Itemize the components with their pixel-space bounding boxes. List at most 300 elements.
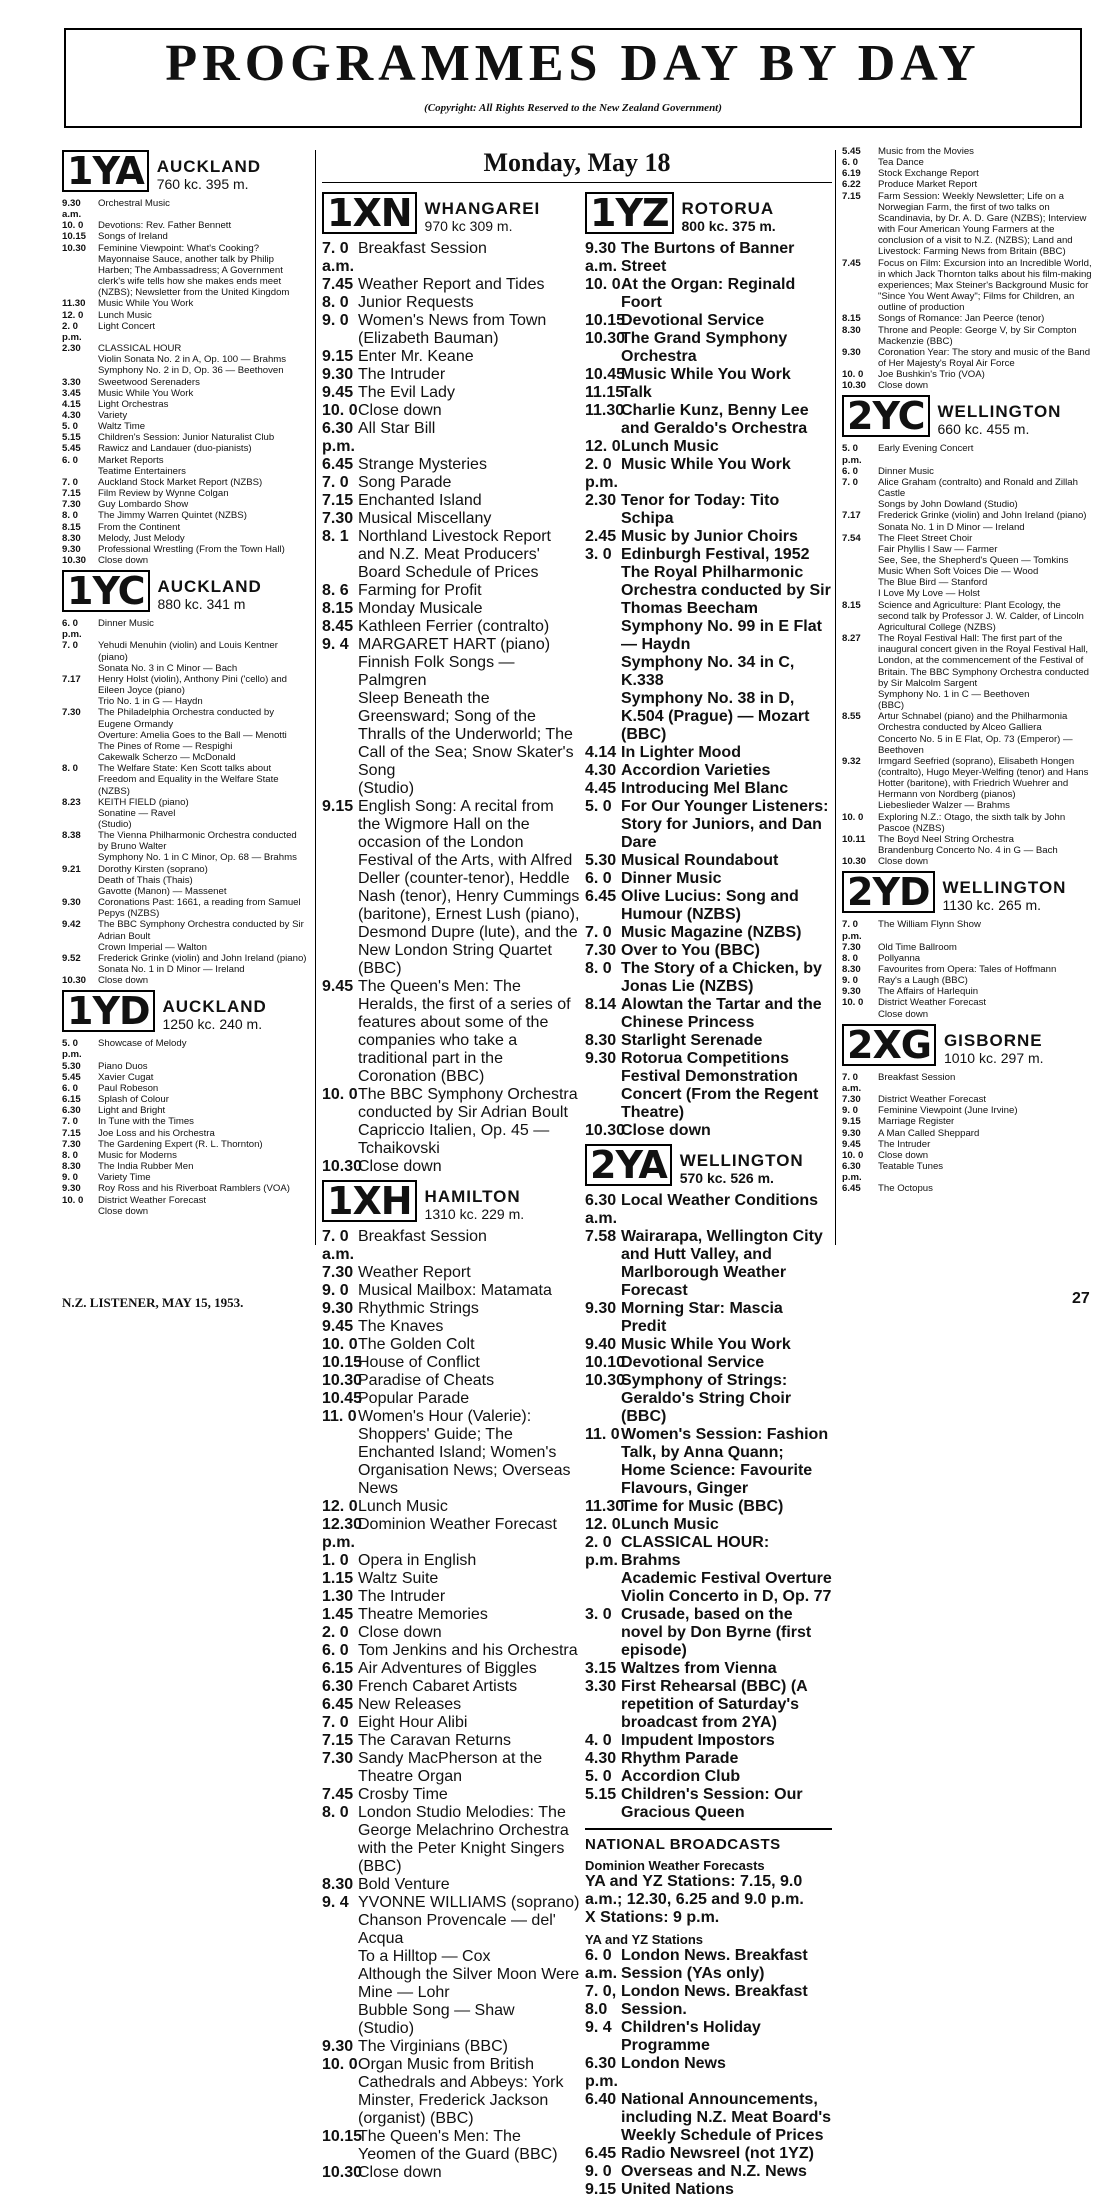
listing-time: 3.45 [62,387,81,399]
listing-time: 9.40 [585,1336,617,1353]
listing-time: 8.45 [322,618,354,635]
listing-text: Close down [358,402,442,419]
listing-time [62,1206,98,1217]
listing-text: Opera in English [358,1552,477,1569]
station-frequency: 1250 kc. 240 m. [162,1016,263,1033]
listing-text: Symphony No. 1 in C Minor, Op. 68 — Brahms [98,852,297,864]
listing-row [842,168,1094,179]
station-name-block [425,200,541,234]
listing-time: 5. 0 [585,798,612,815]
listing-time: 3. 0 [585,1606,612,1623]
listing-row [322,1660,580,1678]
listing-time [585,726,621,744]
listing-row [62,897,308,919]
listing-time: 7. 0 [585,924,612,941]
listing-text: (BBC) [878,700,905,712]
station-heading [842,871,1094,913]
listing-row [322,1282,580,1300]
listing-row [585,924,832,942]
listing-text: Symphony No. 99 in E Flat — Haydn [621,618,822,653]
listing-time: 8. 0 [585,960,612,977]
listing-text: Symphony No. 2 in D, Op. 36 — Beethoven [98,365,284,377]
listing-time: 6.19 [842,168,861,180]
listing-text: Lunch Music [621,438,719,455]
listing-row [322,366,580,384]
listing-time: 9.21 [62,863,81,875]
listing-text: Lunch Music [621,1516,719,1533]
listing-row [62,674,308,696]
listing-text: Marriage Register [878,1116,955,1128]
listing-row [322,1894,580,1912]
listing-text: Pollyanna [878,952,921,964]
listing-row [585,1050,832,1122]
listing-time [322,2002,358,2020]
station-name: AUCKLAND [157,577,262,597]
listing-row [322,348,580,366]
listing-text: Musical Mailbox: Matamata [358,1282,552,1299]
listing-row [62,640,308,662]
listing-row [842,1116,1094,1127]
listing-time: 9.30 a.m. [62,198,82,221]
listing-text: Symphony No. 38 in D, K.504 (Prague) — Mozart [621,690,810,725]
listing-time: 8. 0 [62,510,79,522]
listing-time: 9.15 [322,348,354,365]
listing-time: 7.15 [62,1127,81,1139]
listing-text: I Love My Love — Holst [878,588,980,600]
listing-text: Dinner Music [621,870,722,887]
listing-row [322,1570,580,1588]
listing-time: 6.30 [322,1678,354,1695]
listing-text: London Studio Melodies: The George Melachrino Orchestra with the Peter Knight Singers (BBC) [358,1804,569,1875]
listing-time [322,1912,358,1948]
listing-time: 8. 0 [842,952,859,964]
listing-text: Alice Graham (contralto) and Ronald and Zillah Castle [878,476,1078,500]
listing-time: 7. 0 [322,474,349,491]
listing-row [585,1678,832,1732]
listing-row [62,819,308,830]
listing-row [585,1122,832,1140]
listing-row [322,1552,580,1570]
listing-text: Edinburgh Festival, 1952 [621,546,810,563]
listing-text: Xavier Cugat [98,1071,154,1083]
listing-time: 9.30 a.m. [585,240,618,275]
listing-time: 9.45 [322,978,354,995]
listing-row [62,919,308,941]
listing-time [62,819,98,830]
listing-row [842,1183,1094,1194]
listing-text: Variety Time [98,1172,151,1184]
listing-text: In Lighter Mood [621,744,741,761]
listing-text: Tea Dance [878,157,924,169]
station-2ya-cont [842,146,1094,391]
listing-text: Local Weather Conditions [621,1192,819,1209]
listing-row [585,1426,832,1498]
listing-row [62,852,308,863]
listing-text: Children's Session: Junior Naturalist Club [98,432,275,444]
listing-time: 6. 0 [842,465,859,477]
national-broadcasts [585,1828,832,2199]
listing-row [322,798,580,978]
listing-time: 8.27 [842,633,861,645]
column-1 [62,146,308,1217]
listing-text: Bubble Song — Shaw [358,2002,515,2019]
column-2 [322,188,580,2182]
listing-time: 3.30 [62,376,81,388]
listing-text: Dominion Weather Forecast [358,1516,557,1533]
listing-row [62,1183,308,1194]
listing-row [585,798,832,852]
station-name: GISBORNE [943,1030,1043,1050]
listing-row [62,1116,308,1127]
listing-row [62,421,308,432]
listing-row [585,2019,832,2055]
listing-text: The Queen's Men: The Heralds, the first of a series of features about some of the companies who take a traditional part in the Coronation (BBC) [358,978,571,1085]
station-heading [585,192,832,234]
listing-row [842,588,1094,599]
listing-time: 9. 0 [62,1172,79,1184]
listing-text: Close down [878,856,929,868]
listing-time: 7.15 [322,492,354,509]
listing-row [62,243,308,299]
listing-time [585,654,621,690]
listing-text: (Studio) [358,780,415,797]
listing-time: 12. 0 [585,1516,621,1533]
listing-text: Violin Sonata No. 2 in A, Op. 100 — Brahms [98,354,287,366]
listing-text: The India Rubber Men [98,1161,194,1173]
listing-time: 2.30 [62,343,81,355]
listing-time [585,564,621,618]
listing-text: Artur Schnabel (piano) and the Philharmonia Orchestra conducted by Alceo Galliera [878,711,1068,734]
station-frequency: 660 kc. 455 m. [937,421,1030,438]
listing-text: Early Evening Concert [878,443,974,455]
station-callsign: 1XN [322,192,417,234]
station-callsign: 2XG [842,1024,936,1066]
listing-row [322,780,580,798]
listing-time: 9.30 [842,986,861,998]
listing-text: London News. Breakfast Session (YAs only) [621,1947,808,1982]
station-callsign: 1YC [62,570,150,612]
station-name: WHANGAREI [424,199,541,218]
listing-row [322,618,580,636]
listing-text: Northland Livestock Report and N.Z. Meat Producers' Board Schedule of Prices [358,528,551,581]
listing-time: 7.30 [62,1138,81,1150]
listing-row [585,1032,832,1050]
listing-time: 7. 0 [62,476,79,488]
listing-text: Melody, Just Melody [98,532,185,544]
listing-time: 7. 0 a.m. [842,1071,862,1094]
station-callsign: 2YC [842,395,930,437]
listing-row [322,1876,580,1894]
listing-text: Music While You Work [621,366,791,383]
listing-row [585,1228,832,1300]
listing-time: 8.30 [842,964,861,975]
listing-text: Sandy MacPherson at the Theatre Organ [358,1750,543,1785]
listing-time: 9.30 [585,1300,617,1317]
listing-text: Songs of Romance: Jan Peerce (tenor) [878,313,1045,325]
national-list [585,1947,832,2199]
listing-time: 10.11 [842,833,866,845]
listing-row [585,1570,832,1588]
listing-time: 8. 1 [322,528,349,545]
station-1yz [585,192,832,1140]
listing-text: First Rehearsal (BBC) (A repetition of Saturday's broadcast from 2YA) [621,1678,808,1731]
listing-time: 7. 0 [322,1714,349,1731]
column-4 [842,146,1094,1195]
listing-time: 10.30 [322,1372,363,1389]
listing-row [62,752,308,763]
listing-time: 10. 0 [842,369,864,381]
listing-row [842,380,1094,391]
listing-row [62,321,308,343]
listing-text: Finnish Folk Songs — Palmgren [358,654,515,689]
listing-text: Piano Duos [98,1060,148,1072]
dominion-heading: Dominion Weather Forecasts [585,1858,765,1873]
listing-text: Breakfast Session [358,240,487,257]
listing-text: (Studio) [358,2020,415,2037]
listing-row [322,1158,580,1176]
listing-row [585,1750,832,1768]
listing-text: All Star Bill [358,420,436,437]
listing-time: 7.30 [585,942,617,959]
listing-text: London News [621,2055,726,2072]
listing-row [585,744,832,762]
listing-row [585,2181,832,2199]
listing-row [322,2038,580,2056]
listing-row [62,343,308,354]
listing-text: At the Organ: Reginald Foort [621,276,796,311]
listing-time: 9.15 [322,798,354,815]
listing-time: 9.30 [322,1300,354,1317]
listing-text: Close down [358,2164,442,2181]
station-name-block [425,1188,525,1222]
station-name: WELLINGTON [679,1151,804,1170]
listing-text: Paradise of Cheats [358,1372,495,1389]
listing-time: 5. 0 p.m. [62,1038,82,1061]
listing-row [62,1061,308,1072]
listing-row [62,1083,308,1094]
listing-time: 11. 0 [585,1426,620,1443]
listing-time [585,1570,621,1588]
listing-row [585,564,832,618]
listing-row [585,762,832,780]
listing-text: Rhythm Parade [621,1750,739,1767]
listing-row [585,2163,832,2181]
listing-row [322,1606,580,1624]
listing-text: Cakewalk Scherzo — McDonald [98,752,236,764]
listing-time: 2. 0 [322,1624,349,1641]
listing-time [842,555,878,566]
listing-row [842,443,1094,465]
listing-row [322,528,580,582]
listing-time: 10.15 [585,312,626,329]
station-callsign: 1XH [322,1180,417,1222]
listing-row [62,220,308,231]
listing-text: Children's Session: Our Gracious Queen [621,1786,803,1821]
listing-time: 10. 0 [842,1149,864,1161]
listing-time: 7.15 [842,190,861,202]
listing-text: Violin Concerto in D, Op. 77 [621,1588,832,1605]
listing-row [842,845,1094,856]
listing-text: Lunch Music [358,1498,448,1515]
station-callsign: 1YA [62,150,149,192]
listing-text: Accordion Varieties [621,762,771,779]
listing-row [585,1300,832,1336]
listing-row [842,1161,1094,1183]
listing-text: Roy Ross and his Riverboat Ramblers (VOA) [98,1183,290,1195]
listing-row [322,1390,580,1408]
listing-row [322,1966,580,2002]
listing-text: Breakfast Session [358,1228,487,1245]
listing-text: Music While You Work [98,387,194,399]
listing-time: 6. 0 p.m. [62,618,82,641]
listing-text: For Our Younger Listeners: Story for Juniors, and Dan Dare [621,798,829,851]
listing-row [62,1195,308,1206]
listing-row [322,1624,580,1642]
listing-row [62,354,308,365]
listing-time: 7.45 [842,257,861,269]
listing-text: The BBC Symphony Orchestra conducted by Sir Adrian Boult [358,1086,578,1121]
listing-time: 8. 0 [62,763,79,775]
listing-row [842,1105,1094,1116]
copyright-notice: (Copyright: All Rights Reserved to the New Zealand Government) [424,102,722,114]
listing-text: Lunch Music [98,309,152,321]
listing-text: To a Hilltop — Cox [358,1948,491,1965]
listing-row [322,1732,580,1750]
listing-time: 10.45 [585,366,626,383]
listing-time: 7. 0 a.m. [322,240,355,275]
listing-row [585,1192,832,1228]
station-frequency: 1010 kc. 297 m. [943,1049,1044,1066]
listing-text: Weather Report [358,1264,471,1281]
listing-text: The Queen's Men: The Yeomen of the Guard (BBC) [358,2128,558,2163]
listing-text: Enter Mr. Keane [358,348,474,365]
listing-text: Music for Moderns [98,1149,177,1161]
masthead [64,28,1082,128]
listing-time: 5. 0 p.m. [842,443,862,466]
listing-row [585,870,832,888]
listing-time: 9.30 [322,2038,354,2055]
listing-time: 10.15 [322,2128,363,2145]
listing-time: 6.15 [322,1660,354,1677]
listing-time: 6.45 [322,456,354,473]
listing-row [322,1588,580,1606]
listing-text: The Burtons of Banner Street [621,240,795,275]
listing-text: The Story of a Chicken, by Jonas Lie (NZBS) [621,960,822,995]
listing-row [322,2056,580,2128]
listing-row [585,492,832,528]
listing-text: Stock Exchange Report [878,168,979,180]
listing-time [62,365,98,376]
listing-row [842,191,1094,258]
listing-text: Song Parade [358,474,452,491]
listing-text: Alowtan the Tartar and the Chinese Princess [621,996,822,1031]
station-1yc [62,570,308,986]
listing-text: CLASSICAL HOUR [98,343,182,355]
station-name: WELLINGTON [942,878,1067,898]
listing-text: District Weather Forecast [878,1094,987,1106]
listing-row [322,510,580,528]
listing-row [62,443,308,454]
listing-time: 7.30 [62,499,81,511]
listing-row [62,522,308,533]
listing-row [322,1336,580,1354]
listing-text: The Caravan Returns [358,1732,511,1749]
listing-time: 6.45 [322,1696,354,1713]
listing-row [842,522,1094,533]
listing-time: 7.45 [322,276,354,293]
listing-time: 9.30 [585,1050,617,1067]
listing-text: Farming for Profit [358,582,482,599]
listing-time: 10.30 [585,1372,626,1389]
listing-text: The Virginians (BBC) [358,2038,508,2055]
listing-row [62,975,308,986]
station-1xh [322,1180,580,2182]
listing-text: Dorothy Kirsten (soprano) [98,863,208,875]
listing-row [585,1768,832,1786]
listing-text: Sonata No. 1 in D Minor — Ireland [98,964,245,975]
footer-source: N.Z. LISTENER, MAY 15, 1953. [62,1295,244,1310]
listing-row [62,830,308,852]
listing-row [62,432,308,443]
listing-text: Olive Lucius: Song and Humour (NZBS) [621,888,799,923]
station-name: AUCKLAND [156,157,262,176]
listing-row [842,800,1094,811]
listing-text: (Studio) [98,818,132,830]
listing-text: The BBC Symphony Orchestra conducted by Sir Adrian Boult [98,919,304,942]
listing-text: In Tune with the Times [98,1116,194,1128]
listing-time [62,663,98,674]
listing-time: 7.45 [322,1786,354,1803]
listing-text: English Song: A recital from the Wigmore Hall on the occasion of the London Festival of the Arts, with Alfred Deller (counter-tenor), Heddle Nash (tenor), Henry Cummings (baritone), Ernest Lush (piano), Desmond Dupre (lute), and the New London String Quartet (BBC) [358,798,580,977]
listing-row [62,555,308,566]
listing-row [62,797,308,808]
listing-row [842,577,1094,588]
ya-yz-heading: YA and YZ Stations [585,1932,703,1947]
listing-row [585,1336,832,1354]
listing-text: Talk [621,384,652,401]
listing-text: The Evil Lady [358,384,455,401]
listing-time: 4. 0 [585,1732,612,1749]
listing-text: The Knaves [358,1318,444,1335]
listing-time: 10. 0 [585,276,621,293]
listing-row [585,1947,832,1983]
listing-row [585,438,832,456]
listing-row [62,1150,308,1161]
listing-time: 10.30 [842,380,867,392]
listing-row [585,2145,832,2163]
listing-text: United Nations [621,2181,734,2198]
listing-row [842,533,1094,544]
listing-time: 8.30 [62,1161,81,1173]
listing-row [62,198,308,220]
listing-row [322,2164,580,2182]
listing-row [842,633,1094,689]
listing-time: 10. 0 [62,220,84,232]
listing-time: 5.45 [842,146,861,157]
listing-row [322,474,580,492]
listing-text: Close down [98,555,149,566]
station-name-block [682,200,776,234]
listing-time: 8.38 [62,830,81,842]
listing-text: London News. Breakfast Session. [621,1983,808,2018]
listing-text: The William Flynn Show [878,919,981,931]
listing-text: Concerto No. 5 in E Flat, Op. 73 (Emperor) — Beethoven [878,733,1073,756]
station-name: HAMILTON [424,1187,521,1206]
listing-row [322,1372,580,1390]
listing-time [322,1966,358,2002]
listing-time: 9.45 [322,1318,354,1335]
listing-row [842,986,1094,997]
